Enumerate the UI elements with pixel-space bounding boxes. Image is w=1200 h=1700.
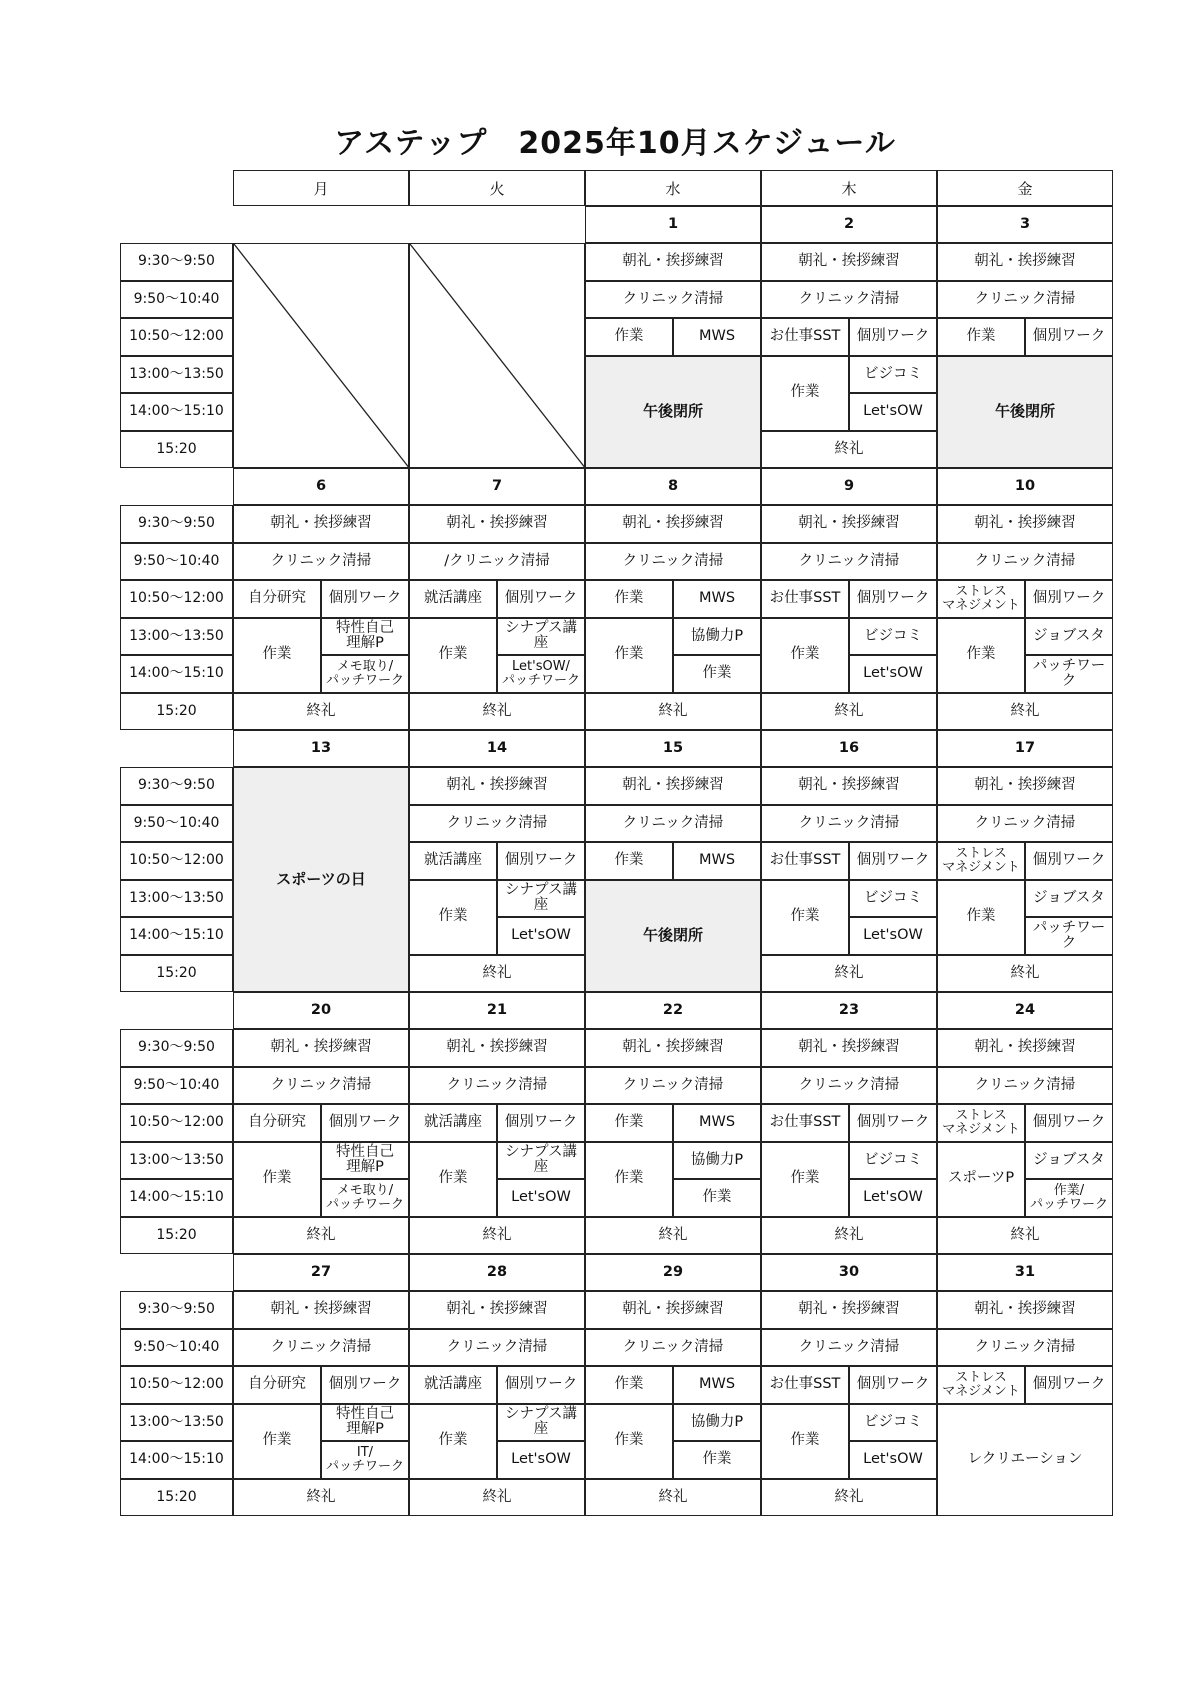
activity-cell: 協働力P [673,618,761,656]
weekday-header: 木 [761,170,937,206]
date-cell: 31 [937,1254,1113,1291]
activity-cell: 朝礼・挨拶練習 [233,505,409,543]
activity-cell: 個別ワーク [1025,842,1113,880]
date-cell: 3 [937,206,1113,243]
weekday-header: 火 [409,170,585,206]
time-cell: 15:20 [120,955,233,993]
activity-cell: Let'sOW [849,393,937,431]
activity-cell: Let'sOW [497,1179,585,1217]
time-cell: 15:20 [120,431,233,469]
slash-line [410,244,586,469]
activity-cell: ジョブスタ [1025,1142,1113,1180]
activity-cell: 作業 [761,618,849,693]
activity-cell: クリニック清掃 [585,543,761,581]
closed-cell: 午後閉所 [585,356,761,469]
activity-cell: 作業 [233,1142,321,1217]
activity-cell: MWS [673,318,761,356]
activity-cell: 就活講座 [409,1104,497,1142]
activity-cell: 作業 [233,618,321,693]
activity-cell: クリニック清掃 [761,281,937,319]
diagonal-slash [410,244,586,469]
time-cell: 9:50～10:40 [120,1067,233,1105]
time-cell: 13:00～13:50 [120,356,233,394]
activity-cell: 終礼 [233,1479,409,1517]
activity-cell: Let'sOW [849,917,937,955]
activity-cell: 終礼 [409,693,585,731]
activity-cell: クリニック清掃 [233,543,409,581]
activity-cell: クリニック清掃 [937,805,1113,843]
time-cell: 10:50～12:00 [120,580,233,618]
time-cell: 13:00～13:50 [120,1142,233,1180]
time-cell: 15:20 [120,1479,233,1517]
activity-cell: 個別ワーク [849,580,937,618]
time-cell: 9:30～9:50 [120,1291,233,1329]
activity-cell: 終礼 [761,955,937,993]
activity-cell: 朝礼・挨拶練習 [585,1291,761,1329]
activity-cell: ストレス マネジメント [937,580,1025,618]
schedule-table [120,170,1115,1520]
activity-cell: 自分研究 [233,580,321,618]
activity-cell: 作業 [585,1104,673,1142]
activity-cell: 作業 [673,655,761,693]
activity-cell: 協働力P [673,1404,761,1442]
date-cell: 27 [233,1254,409,1291]
date-cell: 29 [585,1254,761,1291]
activity-cell: 終礼 [409,1479,585,1517]
activity-cell: 作業 [937,880,1025,955]
activity-cell: 朝礼・挨拶練習 [937,243,1113,281]
activity-cell: MWS [673,842,761,880]
activity-cell: クリニック清掃 [585,281,761,319]
activity-cell: 朝礼・挨拶練習 [409,1291,585,1329]
date-cell: 20 [233,992,409,1029]
time-cell: 13:00～13:50 [120,618,233,656]
activity-cell: シナプス講座 [497,1142,585,1180]
weekday-header: 水 [585,170,761,206]
activity-cell: 作業 [761,880,849,955]
activity-cell: ビジコミ [849,356,937,394]
activity-cell: クリニック清掃 [937,1067,1113,1105]
time-cell: 9:50～10:40 [120,281,233,319]
activity-cell: 特性自己 理解P [321,618,409,656]
date-cell: 1 [585,206,761,243]
time-cell: 14:00～15:10 [120,655,233,693]
empty-day-cell [233,243,409,468]
activity-cell: 就活講座 [409,1366,497,1404]
activity-cell: 朝礼・挨拶練習 [409,505,585,543]
activity-cell: 個別ワーク [497,1366,585,1404]
activity-cell: 個別ワーク [1025,318,1113,356]
activity-cell: 朝礼・挨拶練習 [585,505,761,543]
activity-cell: 朝礼・挨拶練習 [409,1029,585,1067]
activity-cell: 朝礼・挨拶練習 [761,767,937,805]
time-cell: 14:00～15:10 [120,1179,233,1217]
activity-cell: 朝礼・挨拶練習 [585,243,761,281]
activity-cell: お仕事SST [761,1366,849,1404]
activity-cell: Let'sOW [849,1179,937,1217]
date-cell: 30 [761,1254,937,1291]
activity-cell: 終礼 [585,693,761,731]
activity-cell: 朝礼・挨拶練習 [233,1291,409,1329]
date-cell: 23 [761,992,937,1029]
activity-cell: 作業 [937,318,1025,356]
activity-cell: 終礼 [585,1217,761,1255]
date-cell: 16 [761,730,937,767]
activity-cell: 作業 [409,1404,497,1479]
activity-cell: シナプス講座 [497,880,585,918]
date-cell: 13 [233,730,409,767]
activity-cell: パッチワーク [1025,655,1113,693]
activity-cell: 朝礼・挨拶練習 [761,1291,937,1329]
time-cell: 9:30～9:50 [120,505,233,543]
activity-cell: 朝礼・挨拶練習 [761,505,937,543]
time-cell: 9:30～9:50 [120,767,233,805]
closed-cell: 午後閉所 [937,356,1113,469]
activity-cell: ストレス マネジメント [937,1104,1025,1142]
time-cell: 9:30～9:50 [120,1029,233,1067]
activity-cell: 作業 [585,580,673,618]
activity-cell: Let'sOW/ パッチワーク [497,655,585,693]
activity-cell: お仕事SST [761,580,849,618]
time-cell: 13:00～13:50 [120,880,233,918]
activity-cell: 個別ワーク [497,580,585,618]
activity-cell: 個別ワーク [1025,1366,1113,1404]
activity-cell: 個別ワーク [1025,1104,1113,1142]
date-cell: 22 [585,992,761,1029]
closed-cell: 午後閉所 [585,880,761,993]
time-cell: 15:20 [120,1217,233,1255]
activity-cell: 個別ワーク [321,1104,409,1142]
date-cell: 14 [409,730,585,767]
activity-cell: クリニック清掃 [409,805,585,843]
activity-cell: 朝礼・挨拶練習 [233,1029,409,1067]
activity-cell: ビジコミ [849,1142,937,1180]
activity-cell: シナプス講座 [497,1404,585,1442]
activity-cell: 朝礼・挨拶練習 [937,1291,1113,1329]
activity-cell: 作業 [761,1142,849,1217]
activity-cell: お仕事SST [761,318,849,356]
activity-cell: MWS [673,580,761,618]
activity-cell: 個別ワーク [849,318,937,356]
activity-cell: クリニック清掃 [937,543,1113,581]
date-cell: 10 [937,468,1113,505]
activity-cell: 就活講座 [409,580,497,618]
activity-cell: 終礼 [937,955,1113,993]
activity-cell: 作業 [673,1441,761,1479]
activity-cell: クリニック清掃 [761,805,937,843]
activity-cell: レクリエーション [937,1404,1113,1517]
closed-cell: スポーツの日 [233,767,409,992]
date-cell: 17 [937,730,1113,767]
activity-cell: 作業 [937,618,1025,693]
activity-cell: 作業 [233,1404,321,1479]
activity-cell: 終礼 [761,431,937,469]
activity-cell: クリニック清掃 [761,1067,937,1105]
activity-cell: クリニック清掃 [937,1329,1113,1367]
activity-cell: 終礼 [233,1217,409,1255]
activity-cell: 作業 [409,1142,497,1217]
date-cell: 24 [937,992,1113,1029]
activity-cell: クリニック清掃 [233,1067,409,1105]
date-cell: 2 [761,206,937,243]
activity-cell: 朝礼・挨拶練習 [937,767,1113,805]
activity-cell: 終礼 [761,1479,937,1517]
activity-cell: MWS [673,1104,761,1142]
activity-cell: クリニック清掃 [409,1067,585,1105]
activity-cell: 就活講座 [409,842,497,880]
activity-cell: ビジコミ [849,880,937,918]
activity-cell: お仕事SST [761,1104,849,1142]
activity-cell: Let'sOW [849,1441,937,1479]
activity-cell: 作業 [585,1404,673,1479]
activity-cell: 個別ワーク [321,580,409,618]
time-cell: 13:00～13:50 [120,1404,233,1442]
activity-cell: 個別ワーク [849,1104,937,1142]
activity-cell: 朝礼・挨拶練習 [585,1029,761,1067]
activity-cell: 作業 [409,618,497,693]
activity-cell: Let'sOW [497,1441,585,1479]
activity-cell: クリニック清掃 [409,1329,585,1367]
activity-cell: 朝礼・挨拶練習 [409,767,585,805]
activity-cell: 特性自己 理解P [321,1404,409,1442]
slash-line [234,244,410,469]
activity-cell: ストレス マネジメント [937,1366,1025,1404]
weekday-header: 金 [937,170,1113,206]
time-cell: 10:50～12:00 [120,318,233,356]
activity-cell: クリニック清掃 [585,1067,761,1105]
weekday-header: 月 [233,170,409,206]
time-cell: 14:00～15:10 [120,917,233,955]
activity-cell: 個別ワーク [497,842,585,880]
activity-cell: Let'sOW [849,655,937,693]
diagonal-slash [234,244,410,469]
activity-cell: クリニック清掃 [937,281,1113,319]
time-cell: 9:30～9:50 [120,243,233,281]
empty-day-cell [409,243,585,468]
activity-cell: 個別ワーク [1025,580,1113,618]
time-cell: 14:00～15:10 [120,1441,233,1479]
activity-cell: 作業 [585,1366,673,1404]
activity-cell: クリニック清掃 [233,1329,409,1367]
date-cell: 15 [585,730,761,767]
date-cell: 8 [585,468,761,505]
activity-cell: 作業 [585,842,673,880]
activity-cell: パッチワーク [1025,917,1113,955]
activity-cell: メモ取り/ パッチワーク [321,1179,409,1217]
time-cell: 14:00～15:10 [120,393,233,431]
activity-cell: 終礼 [937,693,1113,731]
time-cell: 9:50～10:40 [120,543,233,581]
time-cell: 10:50～12:00 [120,1104,233,1142]
activity-cell: 終礼 [409,1217,585,1255]
time-cell: 9:50～10:40 [120,805,233,843]
activity-cell: 作業 [673,1179,761,1217]
activity-cell: メモ取り/ パッチワーク [321,655,409,693]
date-cell: 28 [409,1254,585,1291]
activity-cell: 作業 [585,1142,673,1217]
activity-cell: クリニック清掃 [585,805,761,843]
activity-cell: 個別ワーク [497,1104,585,1142]
activity-cell: お仕事SST [761,842,849,880]
page-title: アステップ 2025年10月スケジュール [334,126,896,161]
activity-cell: 作業 [761,1404,849,1479]
date-cell: 9 [761,468,937,505]
activity-cell: ストレス マネジメント [937,842,1025,880]
activity-cell: 朝礼・挨拶練習 [937,505,1113,543]
activity-cell: 自分研究 [233,1104,321,1142]
activity-cell: 協働力P [673,1142,761,1180]
activity-cell: 作業/ パッチワーク [1025,1179,1113,1217]
activity-cell: クリニック清掃 [585,1329,761,1367]
activity-cell: 個別ワーク [849,842,937,880]
activity-cell: 終礼 [761,693,937,731]
activity-cell: MWS [673,1366,761,1404]
date-cell: 6 [233,468,409,505]
activity-cell: ジョブスタ [1025,880,1113,918]
activity-cell: 朝礼・挨拶練習 [761,243,937,281]
time-cell: 10:50～12:00 [120,1366,233,1404]
activity-cell: 朝礼・挨拶練習 [761,1029,937,1067]
activity-cell: 個別ワーク [849,1366,937,1404]
activity-cell: 終礼 [409,955,585,993]
activity-cell: /クリニック清掃 [409,543,585,581]
activity-cell: ジョブスタ [1025,618,1113,656]
activity-cell: 作業 [585,318,673,356]
activity-cell: 終礼 [937,1217,1113,1255]
activity-cell: 終礼 [233,693,409,731]
date-cell: 21 [409,992,585,1029]
activity-cell: シナプス講座 [497,618,585,656]
activity-cell: IT/ パッチワーク [321,1441,409,1479]
activity-cell: Let'sOW [497,917,585,955]
activity-cell: 自分研究 [233,1366,321,1404]
activity-cell: 終礼 [761,1217,937,1255]
activity-cell: 作業 [585,618,673,693]
activity-cell: 朝礼・挨拶練習 [585,767,761,805]
activity-cell: 終礼 [585,1479,761,1517]
activity-cell: 作業 [409,880,497,955]
activity-cell: 個別ワーク [321,1366,409,1404]
time-cell: 10:50～12:00 [120,842,233,880]
activity-cell: ビジコミ [849,618,937,656]
activity-cell: 朝礼・挨拶練習 [937,1029,1113,1067]
activity-cell: クリニック清掃 [761,1329,937,1367]
activity-cell: スポーツP [937,1142,1025,1217]
activity-cell: ビジコミ [849,1404,937,1442]
activity-cell: 特性自己 理解P [321,1142,409,1180]
activity-cell: クリニック清掃 [761,543,937,581]
activity-cell: 作業 [761,356,849,431]
time-cell: 9:50～10:40 [120,1329,233,1367]
time-cell: 15:20 [120,693,233,731]
date-cell: 7 [409,468,585,505]
